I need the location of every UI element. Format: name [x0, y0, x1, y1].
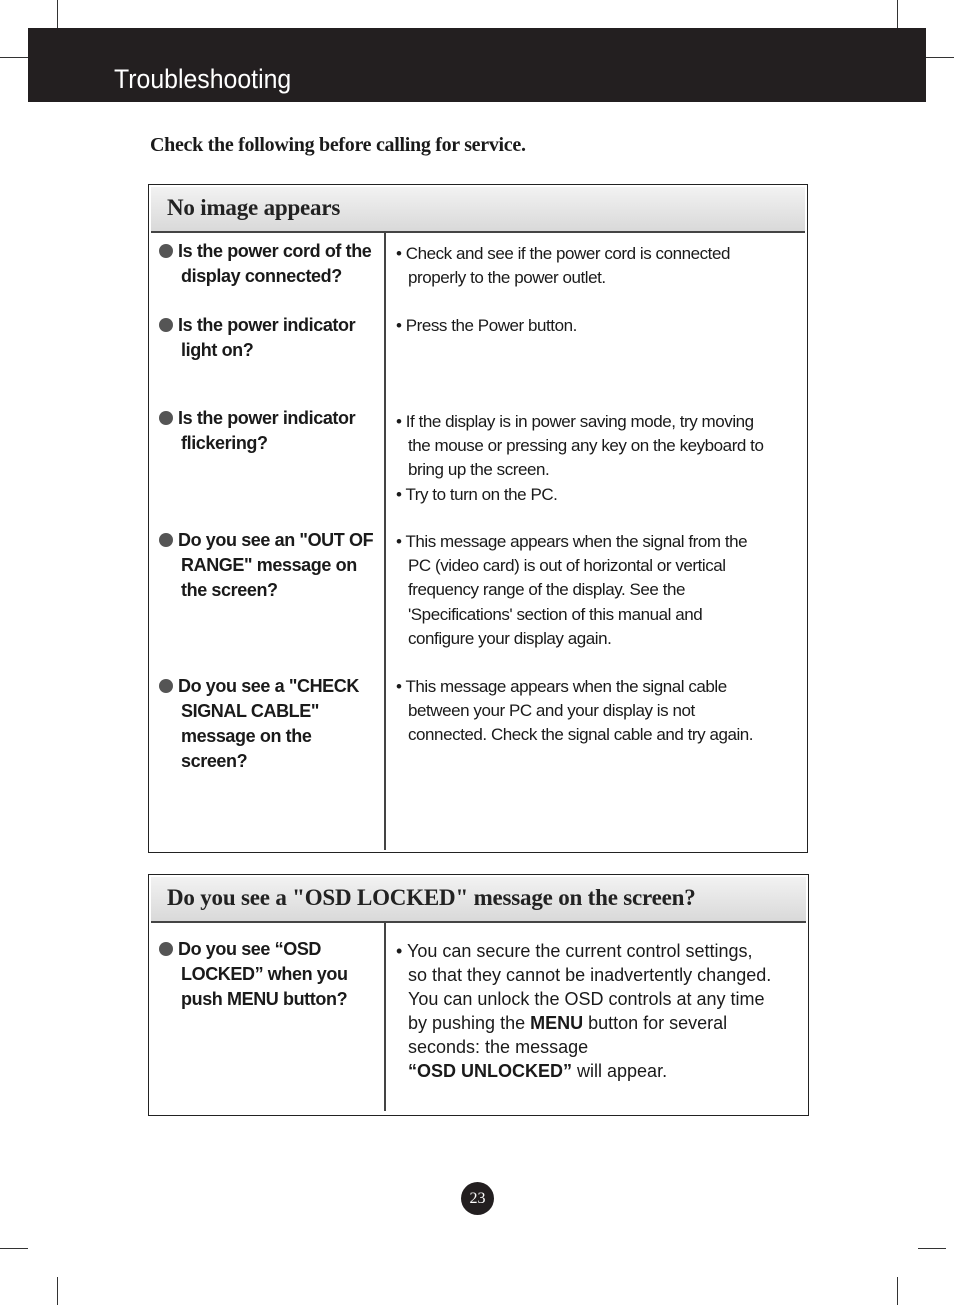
crop-mark — [926, 57, 954, 58]
answer-item: • If the display is in power saving mode, try moving the mouse or pressing any key on the keyboard to bring up the screen. • Try to turn on the PC. — [396, 412, 764, 504]
crop-mark — [57, 0, 58, 28]
osd-unlocked-keyword: “OSD UNLOCKED” — [408, 1061, 573, 1081]
question-item: Do you see a "CHECK SIGNAL CABLE" message on the screen? — [159, 674, 384, 774]
panel-no-image — [148, 184, 808, 853]
panel-title: Do you see a "OSD LOCKED" message on the screen? — [167, 885, 696, 910]
answer-item: • Check and see if the power cord is connected properly to the power outlet. — [396, 244, 730, 288]
panel-header — [151, 877, 806, 923]
menu-keyword: MENU — [530, 1013, 584, 1033]
crop-mark — [57, 1277, 58, 1305]
question-item: Is the power indicator light on? — [159, 313, 384, 363]
question-item: Is the power indicator flickering? — [159, 406, 384, 456]
bullet-icon — [159, 318, 173, 332]
crop-mark — [897, 0, 898, 28]
crop-mark — [0, 1248, 28, 1249]
crop-mark — [0, 57, 28, 58]
intro-text: Check the following before calling for service. — [150, 134, 526, 156]
bullet-icon — [159, 411, 173, 425]
crop-mark — [918, 1248, 946, 1249]
answer-item: • Press the Power button. — [396, 316, 577, 335]
bullet-icon — [159, 942, 173, 956]
column-divider — [384, 923, 386, 1111]
answer-item: • You can secure the current control settings, so that they cannot be inadvertently changed. You can unlock the OSD controls at any time by pushing the MENU button for several seconds: the message “OSD UNLOCKED” will appear. — [396, 941, 772, 1081]
header-bar — [28, 28, 926, 102]
column-divider — [384, 233, 386, 850]
bullet-icon — [159, 533, 173, 547]
question-item: Is the power cord of the display connected? — [159, 239, 384, 289]
crop-mark — [897, 1277, 898, 1305]
panel-osd-locked — [148, 874, 809, 1116]
bullet-icon — [159, 244, 173, 258]
question-item: Do you see an "OUT OF RANGE" message on the screen? — [159, 528, 384, 603]
page-number: 23 — [461, 1182, 494, 1215]
panel-header — [151, 187, 805, 233]
answer-item: • This message appears when the signal from the PC (video card) is out of horizontal or vertical frequency range of the display. See the 'Specifications' section of this manual and configure your display again. — [396, 532, 748, 648]
bullet-icon — [159, 679, 173, 693]
answer-item: • This message appears when the signal cable between your PC and your display is not connected. Check the signal cable and try again. — [396, 677, 754, 745]
question-item: Do you see “OSD LOCKED” when you push MENU button? — [159, 937, 384, 1012]
page-title: Troubleshooting — [114, 64, 292, 94]
panel-title: No image appears — [167, 195, 341, 220]
